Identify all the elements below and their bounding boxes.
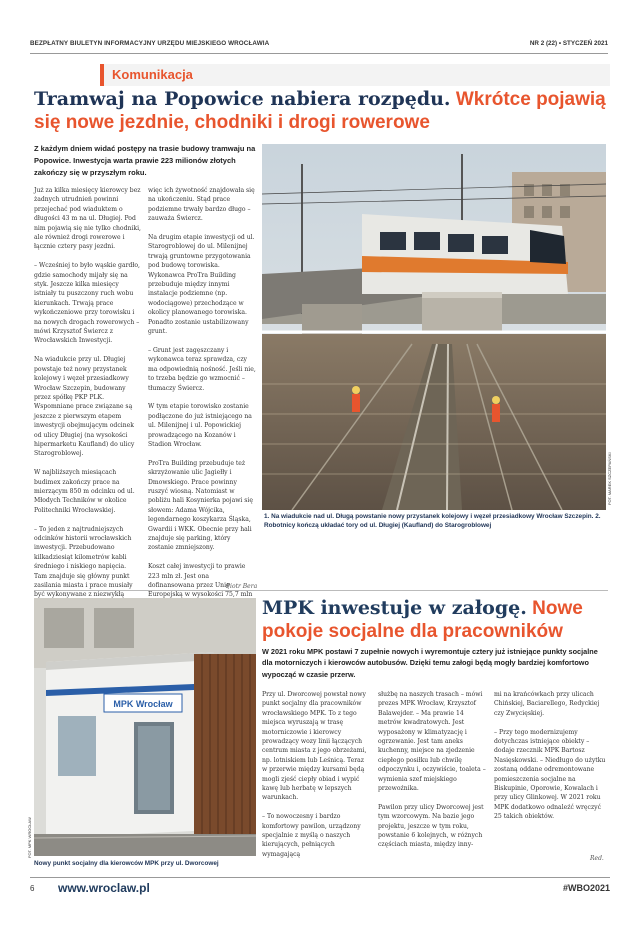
section-accent-bar (100, 64, 104, 86)
article2-headline (262, 597, 608, 643)
article1-headline-main: Tramwaj na Popowice nabiera rozpędu. (34, 88, 451, 110)
pavilion-photo-illustration (34, 598, 256, 856)
paragraph: Przy ul. Dworcowej powstał nowy punkt socjalny dla pracowników wrocławskiego MPK. To z tego miejsca wyruszają w trasę motorniczowie i kierowcy prowadzący wozy linii łączących centrum miasta z jego obrzeżami, np. lotniskiem lub Leśnicą. Teraz w przerwie między kursami będą mogli zjeść ciepły obiad i wypić kawę lub herbatę w lepszych warunkach. (262, 691, 367, 802)
paragraph: – Przy tego modernizujemy dotychczas istniejące obiekty – dodaje rzecznik MPK Bartosz Nasięskowski. – Niedługo do użytku zostaną oddane odremontowane pomieszczenia socjalne na Biskupinie, Oporowie, Kowalach i przy ulicy Glinkowej. W 2021 roku MPK dodatkowo odnaleźć wręczyć 25 takich obiektów. (494, 728, 606, 821)
paragraph: W tym etapie torowisko zostanie podłączone do już istniejącego na ul. Milenijnej i ul. Popowickiej prowadzącego na Kozanów i Stadion Wrocław. (148, 403, 252, 448)
construction-photo-illustration (262, 144, 606, 510)
page-number: 6 (30, 884, 35, 893)
article2-column-3 (494, 690, 606, 831)
masthead-bar (30, 38, 608, 54)
article1-photo-credit: FOT. MAREK SZCZEPAŃSKI (607, 452, 612, 505)
paragraph: Już za kilka miesięcy kierowcy bez żadnych utrudnień powinni przejechać pod wiaduktem o długości 43 m na ul. Długiej. Pod nim pojawią się nie tylko chodniki, ale również drogi rowerowe i łącznie cztery pasy jezdni. (34, 187, 141, 251)
masthead-title: BEZPŁATNY BIULETYN INFORMACYJNY URZĘDU MIEJSKIEGO WROCŁAWIA (30, 40, 270, 47)
website-link[interactable]: www.wroclaw.pl (58, 881, 150, 895)
pavilion-sign-text: MPK Wrocław (113, 699, 173, 709)
paragraph: Koszt całej inwestycji to prawie 223 mln zł. Jest ona dofinansowana przez Unię Europejską w wysokości 75,7 mln (148, 563, 253, 599)
paragraph: mi na krańcówkach przy ulicach Chińskiej, Baciarellego, Redyckiej czy Zwycięskiej. (494, 691, 600, 717)
article1-author: Piotr Bera (226, 583, 258, 590)
article2-headline-main: MPK inwestuje w załogę. (262, 597, 527, 619)
paragraph: – Grunt jest zagęszczany i wykonawca teraz sprawdza, czy ma odpowiednią nośność. Jeśli nie, to trzeba będzie go wzmocnić – tłumaczy Świercz. (148, 346, 256, 392)
article1-photo-caption: 1. Na wiadukcie nad ul. Długą powstanie nowy przystanek kolejowy i węzeł przesiadkowy Wrocław Szczepin. 2. Robotnicy kończą układać tory od ul. Długiej (Kaufland) do Starogroblowej (264, 513, 601, 530)
article-divider (34, 590, 608, 591)
paragraph: więc ich żywotność znajdowała się na ukończeniu. Stąd prace podziemne trwały bardzo długo – zauważa Świercz. (148, 187, 255, 223)
article1-column-1 (34, 186, 141, 628)
paragraph: – To jeden z najtrudniejszych odcinków historii wrocławskich inwestycji. Przebudowano kilkadziesiąt kilometrów kabli średniego i niskiego napięcia. Tam znajduje się główny punkt zasilania miasta i prace musiały być wykonywane z niezwykłą (34, 525, 133, 599)
section-tab (100, 64, 610, 86)
paragraph: – To nowoczesny i bardzo komfortowy pawilon, urządzony specjalnie z myślą o naszych kierujących, pełniących wymagającą (262, 813, 361, 858)
issue-number: NR 2 (22) • STYCZEŃ 2021 (529, 40, 608, 47)
paragraph: W najbliższych miesiącach budimex zakończy prace na mierzącym 850 m odcinku od ul. Młodych Techników w okolice Politechniki Wrocławskiej. (34, 469, 135, 514)
paragraph: – Wcześniej to było wąskie gardło, gdzie samochody mijały się na styk. Jeszcze kilka miesięcy istniały tu puszczony ruch wobu kierunkach. Trwają prace wykończeniowe przy torowisku i na nowych drogach rowerowych – mówi Krzysztof Świercz z Wrocławskich Inwestycji. (34, 262, 140, 345)
pavilion-photo (34, 598, 256, 856)
article2-author: Red. (590, 855, 604, 862)
article2-column-1 (262, 690, 370, 869)
construction-photo (262, 144, 606, 510)
article2-photo-caption: Nowy punkt socjalny dla kierowców MPK przy ul. Dworcowej (34, 860, 219, 867)
article1-headline-sub: Wkrótce pojawią się nowe jezdnie, chodniki i drogi rowerowe (34, 89, 606, 133)
article1-column-2 (148, 186, 256, 619)
article1-lead: Z każdym dniem widać postępy na trasie budowy tramwaju na Popowice. Inwestycja warta prawie 223 milionów złotych zakończy się w przyszłym roku. (34, 144, 256, 177)
article2-column-2 (378, 690, 486, 859)
paragraph: Pawilon przy ulicy Dworcowej jest tym wzorcowym. Na bazie jego projektu, jeszcze w tym roku, powstanie 6 kolejnych, w różnych częściach miasta, między inny- (378, 803, 484, 849)
section-label: Komunikacja (112, 67, 193, 82)
paragraph: ProTra Building przebuduje też skrzyżowanie ulic Jagiełły i Dmowskiego. Prace powinny ruszyć wiosną. Natomiast w pobliżu hali Kosynierka pojawi się słowem: Adama Wójcika, legendarnego koszykarza Śląska, Gwardii i WKK. Obecnie przy hali znajduje się parking, który zostanie zmniejszony. (148, 459, 253, 552)
page-footer (30, 877, 610, 897)
article2-lead: W 2021 roku MPK postawi 7 zupełnie nowych i wyremontuje cztery już istniejące punkty socjalne dla motorniczych i kierowców autobusów. Dzięki temu załogi będą mogły bardziej komfortowo wypocząć w czasie przerw. (262, 647, 598, 679)
hashtag: #WBO2021 (562, 883, 610, 893)
article2-photo-credit: FOT. MPK WROCŁAW (27, 817, 32, 858)
article1-headline (34, 88, 610, 134)
article2-headline-sub: Nowe pokoje socjalne dla pracowników (262, 598, 583, 642)
paragraph: służbę na naszych trasach – mówi prezes MPK Wrocław, Krzysztof Balawejder. – Ma prawie 14 metrów kwadratowych. Jest wyposażony w klimatyzację i ogrzewanie. Jest tam aneks kuchenny, miejsce na zjedzenie ciepłego posiłku lub chwilę odpoczynku i, oczywiście, toaleta – wymienia szef miejskiego przewoźnika. (378, 691, 486, 793)
paragraph: Na drugim etapie inwestycji od ul. Starogroblowej do ul. Milenijnej trwają gruntowne przygotowania pod budowę torowiska. Wykonawca ProTra Building przebuduje między innymi instalacje podziemne (np. wodociągowe) przechodzące w okolicy planowanego torowiska. Ponadto zostanie ustabilizowany grunt. (148, 234, 255, 336)
paragraph: Na wiadukcie przy ul. Długiej powstaje też nowy przystanek kolejowy i węzeł przesiadkowy Wrocław Szczepin, budowany przez spółkę PKP PLK. Wspomniane prace związane są jeszcze z pierwszym etapem inwestycji obejmującym odcinek od ulicy Długiej (na wysokości hipermarketu Kaufland) do ulicy Starogroblowej. (34, 356, 135, 458)
